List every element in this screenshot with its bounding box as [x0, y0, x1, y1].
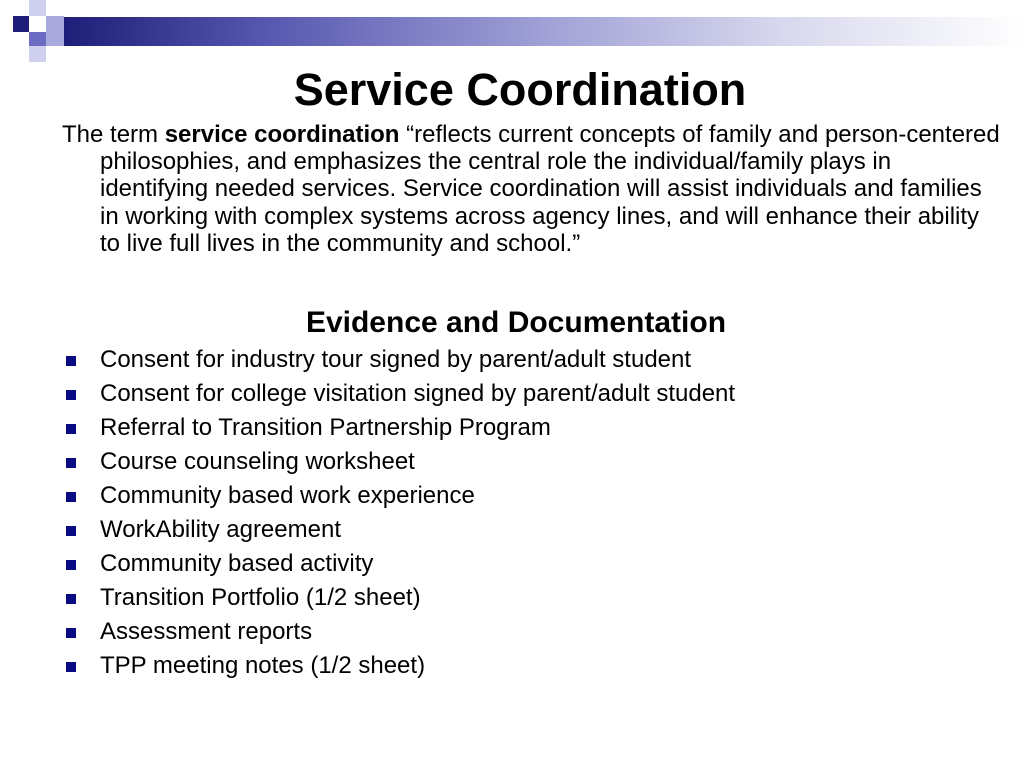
square-bullet-icon	[66, 628, 76, 638]
square-bullet-icon	[66, 356, 76, 366]
header-gradient-bar	[64, 17, 1024, 46]
corner-square-decoration	[46, 16, 64, 32]
corner-square-decoration	[29, 0, 46, 16]
list-item	[62, 513, 962, 547]
intro-paragraph	[62, 121, 1005, 257]
list-item	[62, 581, 962, 615]
intro-prefix: The term	[62, 121, 165, 148]
list-item	[62, 343, 962, 377]
list-item	[62, 479, 962, 513]
square-bullet-icon	[66, 560, 76, 570]
list-item	[62, 615, 962, 649]
square-bullet-icon	[66, 594, 76, 604]
square-bullet-icon	[66, 526, 76, 536]
corner-square-decoration	[29, 46, 46, 62]
list-item-text: Referral to Transition Partnership Program	[100, 414, 551, 441]
list-item	[62, 649, 962, 683]
square-bullet-icon	[66, 458, 76, 468]
list-item	[62, 547, 962, 581]
corner-square-decoration	[13, 16, 29, 32]
slide-title: Service Coordination	[293, 64, 747, 115]
square-bullet-icon	[66, 662, 76, 672]
square-bullet-icon	[66, 390, 76, 400]
section-subheading: Evidence and Documentation	[305, 306, 727, 339]
list-item-text: Assessment reports	[100, 618, 313, 645]
list-item	[62, 411, 962, 445]
intro-term: service coordination	[164, 121, 400, 148]
list-item	[62, 377, 962, 411]
list-item-text: Course counseling worksheet	[100, 448, 415, 475]
list-item-text: Community based activity	[100, 550, 374, 577]
list-item-text: TPP meeting notes (1/2 sheet)	[100, 652, 426, 679]
evidence-list	[62, 343, 962, 683]
square-bullet-icon	[66, 424, 76, 434]
corner-square-decoration	[46, 32, 64, 46]
list-item	[62, 445, 962, 479]
list-item-text: Community based work experience	[100, 482, 475, 509]
list-item-text: Consent for industry tour signed by parent/adult student	[100, 346, 692, 373]
square-bullet-icon	[66, 492, 76, 502]
list-item-text: Transition Portfolio (1/2 sheet)	[100, 584, 421, 611]
list-item-text: WorkAbility agreement	[100, 516, 341, 543]
corner-square-decoration	[29, 32, 46, 46]
intro-quote: “reflects current concepts of family and person-centered philosophies, and emphasizes the central role the individual/family plays in identifying needed services. Service coordination will assist individuals and families in working with complex systems across agency lines, and will enhance their ability to live full lives in the community and school.”	[100, 121, 1000, 257]
list-item-text: Consent for college visitation signed by parent/adult student	[100, 380, 736, 407]
